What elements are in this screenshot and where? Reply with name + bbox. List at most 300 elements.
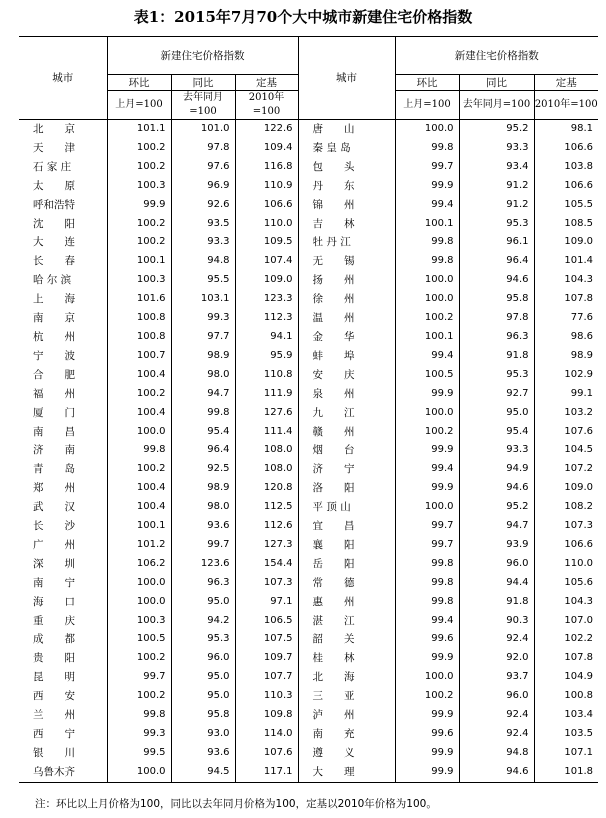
mom-right-cell: 99.7: [395, 517, 459, 536]
table-row: [19, 593, 598, 612]
mom-left-cell: 101.1: [107, 120, 171, 139]
yoy-base-right: 去年同月=100: [459, 91, 534, 120]
yoy-left-cell: 95.3: [171, 630, 235, 649]
city-left-cell: 长 沙: [33, 520, 75, 533]
yoy-left-cell: 93.5: [171, 215, 235, 234]
table-row: [19, 309, 598, 328]
fixed-left-cell: 107.5: [235, 630, 298, 649]
yoy-right-cell: 94.6: [459, 479, 534, 498]
fixed-right-cell: 107.8: [534, 649, 598, 668]
yoy-left-cell: 93.6: [171, 744, 235, 763]
city-left-cell: 贵 阳: [33, 652, 75, 665]
fixed-left-cell: 127.6: [235, 404, 298, 423]
mom-left-cell: 101.2: [107, 536, 171, 555]
fixed-left-cell: 112.3: [235, 309, 298, 328]
yoy-right-cell: 94.4: [459, 574, 534, 593]
table-row: [19, 574, 598, 593]
yoy-right-cell: 95.0: [459, 404, 534, 423]
mom-base-right: 上月=100: [395, 91, 459, 120]
mom-left-cell: 100.4: [107, 404, 171, 423]
mom-left-cell: 101.6: [107, 290, 171, 309]
city-left-cell: 长 春: [33, 255, 75, 268]
yoy-left-cell: 95.0: [171, 687, 235, 706]
mom-right-cell: 99.4: [395, 196, 459, 215]
fixed-left-cell: 108.0: [235, 460, 298, 479]
yoy-right-cell: 91.2: [459, 196, 534, 215]
yoy-left-cell: 94.7: [171, 385, 235, 404]
mom-left-cell: 100.2: [107, 233, 171, 252]
table-row: [19, 385, 598, 404]
mom-left-cell: 100.2: [107, 649, 171, 668]
table-row: [19, 555, 598, 574]
fixed-left-cell: 122.6: [235, 120, 298, 139]
city-left-cell: 南 京: [33, 312, 75, 325]
group-header-left: 新建住宅价格指数: [107, 37, 298, 75]
yoy-base-left: 去年同月=100: [171, 91, 235, 120]
mom-left-cell: 100.3: [107, 177, 171, 196]
mom-right-cell: 99.9: [395, 649, 459, 668]
city-left-cell: 成 都: [33, 633, 75, 646]
fixed-left-cell: 127.3: [235, 536, 298, 555]
yoy-left-cell: 95.5: [171, 271, 235, 290]
city-left-cell: 天 津: [33, 141, 75, 154]
yoy-right-cell: 95.2: [459, 498, 534, 517]
mom-right-cell: 99.9: [395, 763, 459, 782]
table-row: [19, 177, 598, 196]
fixed-right-cell: 102.9: [534, 366, 598, 385]
table-row: [19, 498, 598, 517]
mom-left-cell: 100.4: [107, 366, 171, 385]
fixed-left-cell: 95.9: [235, 347, 298, 366]
mom-left-cell: 99.9: [107, 196, 171, 215]
mom-left-cell: 100.4: [107, 498, 171, 517]
fixed-left-cell: 109.0: [235, 271, 298, 290]
yoy-left-cell: 96.9: [171, 177, 235, 196]
mom-left-cell: 100.2: [107, 139, 171, 158]
mom-left-cell: 100.2: [107, 215, 171, 234]
yoy-right-cell: 91.8: [459, 347, 534, 366]
yoy-left-cell: 98.9: [171, 479, 235, 498]
yoy-left-cell: 92.6: [171, 196, 235, 215]
fixed-left-cell: 111.9: [235, 385, 298, 404]
yoy-left-cell: 103.1: [171, 290, 235, 309]
city-right-cell: 常 德: [298, 574, 395, 593]
footnote: 注：环比以上月价格为100，同比以去年同月价格为100，定基以2010年价格为100。: [35, 798, 437, 810]
city-right-cell: 襄 阳: [298, 536, 395, 555]
fixed-left-cell: 106.6: [235, 196, 298, 215]
yoy-left-cell: 94.8: [171, 252, 235, 271]
table-row: [19, 744, 598, 763]
fixed-left-cell: 111.4: [235, 423, 298, 442]
mom-right-cell: 99.9: [395, 706, 459, 725]
yoy-left-cell: 92.5: [171, 460, 235, 479]
fixed-right-cell: 103.8: [534, 158, 598, 177]
city-left-cell: 西 安: [33, 690, 75, 703]
yoy-left-cell: 94.5: [171, 763, 235, 782]
city-right-cell: 九 江: [298, 404, 395, 423]
yoy-right-cell: 93.3: [459, 441, 534, 460]
fixed-right-cell: 100.8: [534, 687, 598, 706]
fixed-right-cell: 105.5: [534, 196, 598, 215]
fixed-left-cell: 97.1: [235, 593, 298, 612]
fixed-left-cell: 110.0: [235, 215, 298, 234]
yoy-right-cell: 93.7: [459, 668, 534, 687]
table-row: [19, 536, 598, 555]
yoy-right-cell: 92.4: [459, 630, 534, 649]
mom-right-cell: 99.8: [395, 252, 459, 271]
yoy-right-cell: 94.8: [459, 744, 534, 763]
mom-left-cell: 100.2: [107, 385, 171, 404]
mom-right-cell: 100.2: [395, 423, 459, 442]
table-row: [19, 649, 598, 668]
mom-right-cell: 100.1: [395, 215, 459, 234]
table-row: [19, 404, 598, 423]
table-row: [19, 668, 598, 687]
fixed-left-cell: 110.8: [235, 366, 298, 385]
yoy-right-cell: 95.4: [459, 423, 534, 442]
fixed-left-cell: 154.4: [235, 555, 298, 574]
yoy-right-cell: 92.0: [459, 649, 534, 668]
fixed-left-cell: 109.8: [235, 706, 298, 725]
fixed-left-cell: 107.3: [235, 574, 298, 593]
yoy-right-cell: 90.3: [459, 612, 534, 631]
fixed-header-right: 定基: [534, 75, 598, 91]
mom-left-cell: 99.5: [107, 744, 171, 763]
mom-right-cell: 100.0: [395, 290, 459, 309]
city-right-cell: 洛 阳: [298, 479, 395, 498]
city-right-cell: 韶 关: [298, 630, 395, 649]
city-right-cell: 桂 林: [298, 649, 395, 668]
yoy-right-cell: 96.0: [459, 555, 534, 574]
mom-header-right: 环比: [395, 75, 459, 91]
mom-left-cell: 100.4: [107, 479, 171, 498]
fixed-header-left: 定基: [235, 75, 298, 91]
table-row: [19, 196, 598, 215]
city-left-cell: 厦 门: [33, 406, 75, 419]
city-right-cell: 三 亚: [298, 687, 395, 706]
fixed-left-cell: 116.8: [235, 158, 298, 177]
table-body: [19, 120, 598, 783]
table-row: [19, 479, 598, 498]
fixed-right-cell: 104.9: [534, 668, 598, 687]
city-right-cell: 金 华: [298, 328, 395, 347]
city-right-cell: 安 庆: [298, 366, 395, 385]
mom-right-cell: 99.9: [395, 385, 459, 404]
mom-header-left: 环比: [107, 75, 171, 91]
mom-left-cell: 100.0: [107, 763, 171, 782]
mom-right-cell: 99.8: [395, 574, 459, 593]
mom-right-cell: 99.9: [395, 177, 459, 196]
fixed-right-cell: 107.1: [534, 744, 598, 763]
city-left-cell: 重 庆: [33, 614, 75, 627]
city-left-cell: 广 州: [33, 538, 75, 551]
city-left-cell: 杭 州: [33, 330, 75, 343]
table-row: [19, 158, 598, 177]
city-left-cell: 武 汉: [33, 501, 75, 514]
city-left-cell: 昆 明: [33, 671, 75, 684]
fixed-left-cell: 110.9: [235, 177, 298, 196]
city-left-cell: 北 京: [33, 123, 75, 135]
mom-left-cell: 100.8: [107, 309, 171, 328]
fixed-right-cell: 102.2: [534, 630, 598, 649]
city-right-cell: 湛 江: [298, 612, 395, 631]
mom-left-cell: 100.5: [107, 630, 171, 649]
city-right-cell: 北 海: [298, 668, 395, 687]
mom-right-cell: 99.8: [395, 593, 459, 612]
table-title: 表1：2015年7月70个大中城市新建住宅价格指数: [133, 8, 473, 26]
mom-right-cell: 100.1: [395, 328, 459, 347]
mom-right-cell: 100.2: [395, 309, 459, 328]
fixed-left-cell: 110.3: [235, 687, 298, 706]
city-left-cell: 太 原: [33, 179, 75, 192]
yoy-left-cell: 95.4: [171, 423, 235, 442]
city-left-cell: 大 连: [33, 236, 75, 249]
yoy-right-cell: 96.0: [459, 687, 534, 706]
yoy-header-left: 同比: [171, 75, 235, 91]
yoy-left-cell: 94.2: [171, 612, 235, 631]
yoy-left-cell: 99.8: [171, 404, 235, 423]
mom-left-cell: 100.3: [107, 271, 171, 290]
yoy-left-cell: 96.4: [171, 441, 235, 460]
table-row: [19, 706, 598, 725]
city-right-cell: 温 州: [298, 309, 395, 328]
city-left-cell: 深 圳: [33, 557, 75, 570]
yoy-left-cell: 99.3: [171, 309, 235, 328]
group-header-right: 新建住宅价格指数: [395, 37, 598, 75]
mom-right-cell: 99.9: [395, 441, 459, 460]
mom-left-cell: 106.2: [107, 555, 171, 574]
fixed-left-cell: 109.7: [235, 649, 298, 668]
table-row: [19, 366, 598, 385]
mom-right-cell: 100.2: [395, 687, 459, 706]
fixed-right-cell: 103.4: [534, 706, 598, 725]
yoy-left-cell: 97.6: [171, 158, 235, 177]
fixed-right-cell: 107.0: [534, 612, 598, 631]
mom-left-cell: 100.0: [107, 593, 171, 612]
city-right-cell: 宜 昌: [298, 517, 395, 536]
fixed-right-cell: 98.9: [534, 347, 598, 366]
yoy-right-cell: 97.8: [459, 309, 534, 328]
mom-right-cell: 100.0: [395, 404, 459, 423]
table-row: [19, 271, 598, 290]
mom-base-left: 上月=100: [107, 91, 171, 120]
table-row: [19, 517, 598, 536]
city-left-cell: 石 家 庄: [33, 160, 72, 173]
table-row: [19, 725, 598, 744]
price-index-table: [19, 36, 598, 783]
mom-right-cell: 99.6: [395, 725, 459, 744]
city-left-cell: 南 宁: [33, 576, 75, 589]
fixed-right-cell: 107.6: [534, 423, 598, 442]
city-left-cell: 乌鲁木齐: [19, 763, 107, 782]
table-row: [19, 630, 598, 649]
city-left-cell: 银 川: [33, 746, 75, 759]
fixed-right-cell: 101.8: [534, 763, 598, 782]
fixed-right-cell: 103.2: [534, 404, 598, 423]
city-left-cell: 呼和浩特: [33, 198, 75, 211]
mom-right-cell: 99.8: [395, 233, 459, 252]
table-row: [19, 347, 598, 366]
city-right-cell: 蚌 埠: [298, 347, 395, 366]
fixed-right-cell: 106.6: [534, 536, 598, 555]
city-right-cell: 惠 州: [298, 593, 395, 612]
yoy-left-cell: 96.3: [171, 574, 235, 593]
fixed-left-cell: 107.7: [235, 668, 298, 687]
table-row: [19, 233, 598, 252]
yoy-right-cell: 92.4: [459, 725, 534, 744]
mom-right-cell: 99.9: [395, 479, 459, 498]
city-left-cell: 上 海: [33, 293, 75, 306]
mom-left-cell: 99.8: [107, 441, 171, 460]
city-left-cell: 合 肥: [33, 368, 75, 381]
mom-left-cell: 100.2: [107, 158, 171, 177]
yoy-right-cell: 92.4: [459, 706, 534, 725]
city-right-cell: 扬 州: [298, 271, 395, 290]
city-right-cell: 岳 阳: [298, 555, 395, 574]
city-left-cell: 哈 尔 滨: [33, 274, 72, 287]
mom-right-cell: 100.0: [395, 668, 459, 687]
city-right-cell: 锦 州: [298, 196, 395, 215]
city-left-cell: 济 南: [33, 444, 75, 457]
mom-left-cell: 100.0: [107, 423, 171, 442]
fixed-right-cell: 108.2: [534, 498, 598, 517]
fixed-base-right: 2010年=100: [534, 91, 598, 120]
fixed-left-cell: 107.4: [235, 252, 298, 271]
fixed-right-cell: 98.6: [534, 328, 598, 347]
mom-left-cell: 100.0: [107, 574, 171, 593]
fixed-right-cell: 109.0: [534, 233, 598, 252]
city-header-left: 城市: [19, 37, 107, 120]
table-row: [19, 290, 598, 309]
yoy-right-cell: 93.3: [459, 139, 534, 158]
table-row: [19, 612, 598, 631]
mom-right-cell: 99.4: [395, 460, 459, 479]
fixed-right-cell: 104.3: [534, 271, 598, 290]
mom-right-cell: 99.7: [395, 158, 459, 177]
yoy-right-cell: 95.2: [459, 120, 534, 139]
yoy-left-cell: 123.6: [171, 555, 235, 574]
yoy-right-cell: 96.1: [459, 233, 534, 252]
fixed-left-cell: 109.4: [235, 139, 298, 158]
mom-left-cell: 100.1: [107, 517, 171, 536]
yoy-right-cell: 94.9: [459, 460, 534, 479]
city-right-cell: 大 理: [298, 763, 395, 782]
fixed-right-cell: 110.0: [534, 555, 598, 574]
mom-left-cell: 100.3: [107, 612, 171, 631]
city-right-cell: 秦 皇 岛: [298, 139, 395, 158]
city-right-cell: 包 头: [298, 158, 395, 177]
mom-right-cell: 99.9: [395, 744, 459, 763]
fixed-left-cell: 117.1: [235, 763, 298, 782]
yoy-right-cell: 94.6: [459, 271, 534, 290]
mom-left-cell: 100.2: [107, 687, 171, 706]
table-row: [19, 441, 598, 460]
city-right-cell: 无 锡: [298, 252, 395, 271]
yoy-left-cell: 96.0: [171, 649, 235, 668]
fixed-base-left: 2010年=100: [235, 91, 298, 120]
mom-left-cell: 100.8: [107, 328, 171, 347]
city-right-cell: 赣 州: [298, 423, 395, 442]
city-right-cell: 平 顶 山: [298, 498, 395, 517]
fixed-right-cell: 109.0: [534, 479, 598, 498]
yoy-left-cell: 99.7: [171, 536, 235, 555]
mom-left-cell: 100.2: [107, 460, 171, 479]
yoy-left-cell: 93.0: [171, 725, 235, 744]
fixed-left-cell: 112.5: [235, 498, 298, 517]
yoy-left-cell: 95.0: [171, 593, 235, 612]
fixed-left-cell: 108.0: [235, 441, 298, 460]
fixed-right-cell: 98.1: [534, 120, 598, 139]
fixed-right-cell: 107.8: [534, 290, 598, 309]
yoy-right-cell: 93.9: [459, 536, 534, 555]
city-left-cell: 海 口: [33, 595, 75, 608]
mom-right-cell: 100.5: [395, 366, 459, 385]
city-left-cell: 沈 阳: [33, 217, 75, 230]
yoy-right-cell: 91.8: [459, 593, 534, 612]
mom-left-cell: 100.7: [107, 347, 171, 366]
fixed-left-cell: 114.0: [235, 725, 298, 744]
table-row: [19, 460, 598, 479]
mom-right-cell: 99.7: [395, 536, 459, 555]
yoy-right-cell: 96.3: [459, 328, 534, 347]
fixed-right-cell: 103.5: [534, 725, 598, 744]
yoy-left-cell: 97.7: [171, 328, 235, 347]
table-row: [19, 423, 598, 442]
city-right-cell: 徐 州: [298, 290, 395, 309]
fixed-right-cell: 104.5: [534, 441, 598, 460]
fixed-right-cell: 104.3: [534, 593, 598, 612]
mom-right-cell: 99.8: [395, 555, 459, 574]
mom-left-cell: 99.3: [107, 725, 171, 744]
city-left-cell: 青 岛: [33, 463, 75, 476]
mom-right-cell: 100.0: [395, 271, 459, 290]
yoy-left-cell: 95.0: [171, 668, 235, 687]
city-right-cell: 烟 台: [298, 441, 395, 460]
city-right-cell: 唐 山: [298, 120, 395, 139]
fixed-right-cell: 107.3: [534, 517, 598, 536]
yoy-right-cell: 91.2: [459, 177, 534, 196]
city-right-cell: 济 宁: [298, 460, 395, 479]
yoy-right-cell: 94.6: [459, 763, 534, 782]
yoy-left-cell: 97.8: [171, 139, 235, 158]
city-left-cell: 西 宁: [33, 728, 75, 740]
city-right-cell: 丹 东: [298, 177, 395, 196]
fixed-right-cell: 106.6: [534, 177, 598, 196]
fixed-left-cell: 112.6: [235, 517, 298, 536]
yoy-right-cell: 92.7: [459, 385, 534, 404]
city-header-right: 城市: [298, 37, 395, 120]
table-row: [19, 139, 598, 158]
city-right-cell: 泉 州: [298, 385, 395, 404]
yoy-left-cell: 93.6: [171, 517, 235, 536]
mom-right-cell: 99.4: [395, 347, 459, 366]
fixed-right-cell: 106.6: [534, 139, 598, 158]
city-left-cell: 兰 州: [33, 709, 75, 722]
fixed-right-cell: 107.2: [534, 460, 598, 479]
table-row: [19, 215, 598, 234]
fixed-right-cell: 77.6: [534, 309, 598, 328]
city-right-cell: 吉 林: [298, 215, 395, 234]
fixed-left-cell: 94.1: [235, 328, 298, 347]
fixed-right-cell: 99.1: [534, 385, 598, 404]
table-row: [19, 328, 598, 347]
city-right-cell: 泸 州: [298, 706, 395, 725]
mom-right-cell: 100.0: [395, 498, 459, 517]
table-row: [19, 252, 598, 271]
yoy-header-right: 同比: [459, 75, 534, 91]
fixed-left-cell: 107.6: [235, 744, 298, 763]
yoy-right-cell: 95.8: [459, 290, 534, 309]
